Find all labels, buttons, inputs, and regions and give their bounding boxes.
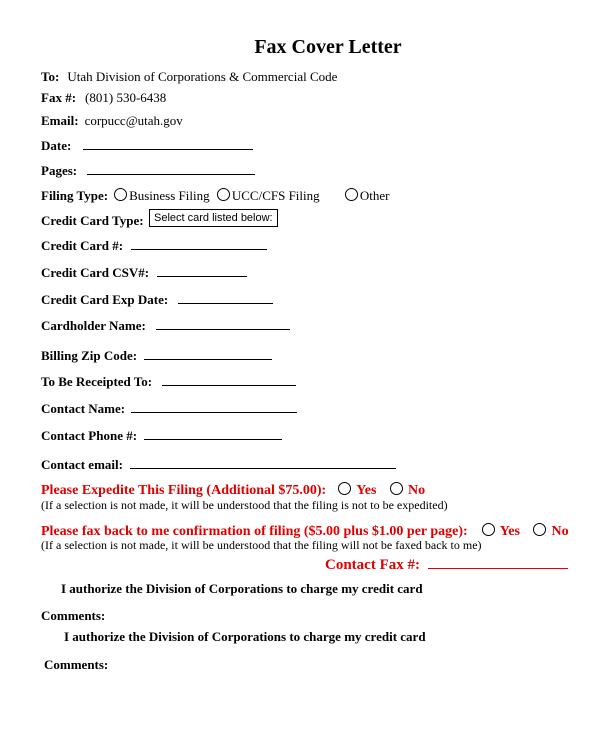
date-field[interactable] [83,138,253,150]
card-csv-label: Credit Card CSV#: [41,265,150,280]
contact-phone-field[interactable] [144,428,282,440]
billing-zip-field[interactable] [144,348,272,360]
contact-name-field[interactable] [131,401,297,413]
to-value: Utah Division of Corporations & Commercial Code [67,69,338,84]
comments-label-2: Comments: [44,657,109,672]
contact-email-row [41,456,396,474]
filing-type-row [41,187,390,205]
billing-zip-row [41,347,272,365]
filing-option-other[interactable] [345,188,390,203]
page-title: Fax Cover Letter [254,36,402,58]
fax-back-yes-label: Yes [499,524,520,539]
authorize-statement-1: I authorize the Division of Corporations to charge my credit card [61,581,423,596]
fax-value: (801) 530-6438 [85,90,167,105]
to-row [41,68,337,86]
billing-zip-label: Billing Zip Code: [41,348,138,363]
card-exp-row [41,291,273,309]
card-csv-field[interactable] [157,265,247,277]
expedite-yes-label: Yes [356,483,377,498]
filing-option-business-label: Business Filing [129,188,210,203]
filing-option-other-label: Other [359,188,390,203]
cardholder-label: Cardholder Name: [41,318,146,333]
filing-type-label: Filing Type: [41,188,109,203]
radio-other[interactable] [345,188,358,201]
filing-option-ucc[interactable] [217,188,323,203]
contact-name-label: Contact Name: [41,401,126,416]
cardholder-row [41,317,290,335]
radio-expedite-yes[interactable] [338,482,351,495]
card-number-label: Credit Card #: [41,238,124,253]
receipted-to-row [41,373,296,391]
expedite-note: (If a selection is not made, it will be understood that the filing is not to be expedited) [41,498,448,512]
cardholder-field[interactable] [156,318,290,330]
card-number-field[interactable] [131,238,267,250]
contact-fax-field[interactable] [428,557,568,569]
date-label: Date: [41,138,72,153]
comments-label-1: Comments: [41,608,106,623]
card-type-label: Credit Card Type: [41,213,144,228]
contact-name-row [41,400,297,418]
expedite-no-label: No [407,483,426,498]
pages-field[interactable] [87,163,255,175]
fax-back-yes-option[interactable] [482,524,524,539]
date-row [41,137,253,155]
pages-label: Pages: [41,163,78,178]
expedite-row [41,481,425,499]
email-value: corpucc@utah.gov [84,113,183,128]
card-number-row [41,237,267,255]
fax-row [41,89,166,107]
card-type-select[interactable]: Select card listed below: [149,209,278,227]
fax-back-no-option[interactable] [533,524,568,539]
pages-row [41,162,255,180]
expedite-question: Please Expedite This Filing (Additional $75.00): [41,483,327,498]
expedite-yes-option[interactable] [338,483,380,498]
contact-phone-label: Contact Phone #: [41,428,138,443]
filing-option-ucc-label: UCC/CFS Filing [231,188,320,203]
contact-fax-label: Contact Fax #: [325,557,420,573]
filing-option-business[interactable] [114,188,213,203]
receipted-to-field[interactable] [162,374,296,386]
fax-back-note: (If a selection is not made, it will be understood that the filing will not be faxed back to me) [41,538,482,552]
contact-email-field[interactable] [130,457,396,469]
email-row [41,112,183,130]
receipted-to-label: To Be Receipted To: [41,374,153,389]
card-csv-row [41,264,247,282]
radio-fax-back-no[interactable] [533,523,546,536]
card-exp-field[interactable] [178,292,273,304]
radio-business-filing[interactable] [114,188,127,201]
radio-ucc-filing[interactable] [217,188,230,201]
fax-back-question: Please fax back to me confirmation of filing ($5.00 plus $1.00 per page): [41,524,468,539]
authorize-statement-2: I authorize the Division of Corporations to charge my credit card [64,629,426,644]
radio-expedite-no[interactable] [390,482,403,495]
card-exp-label: Credit Card Exp Date: [41,292,169,307]
expedite-no-option[interactable] [390,483,425,498]
radio-fax-back-yes[interactable] [482,523,495,536]
to-label: To: [41,69,60,84]
email-label: Email: [41,113,79,128]
fax-label: Fax #: [41,90,77,105]
fax-back-no-label: No [551,524,569,539]
contact-fax-row [325,556,568,574]
contact-email-label: Contact email: [41,457,123,472]
contact-phone-row [41,427,282,445]
